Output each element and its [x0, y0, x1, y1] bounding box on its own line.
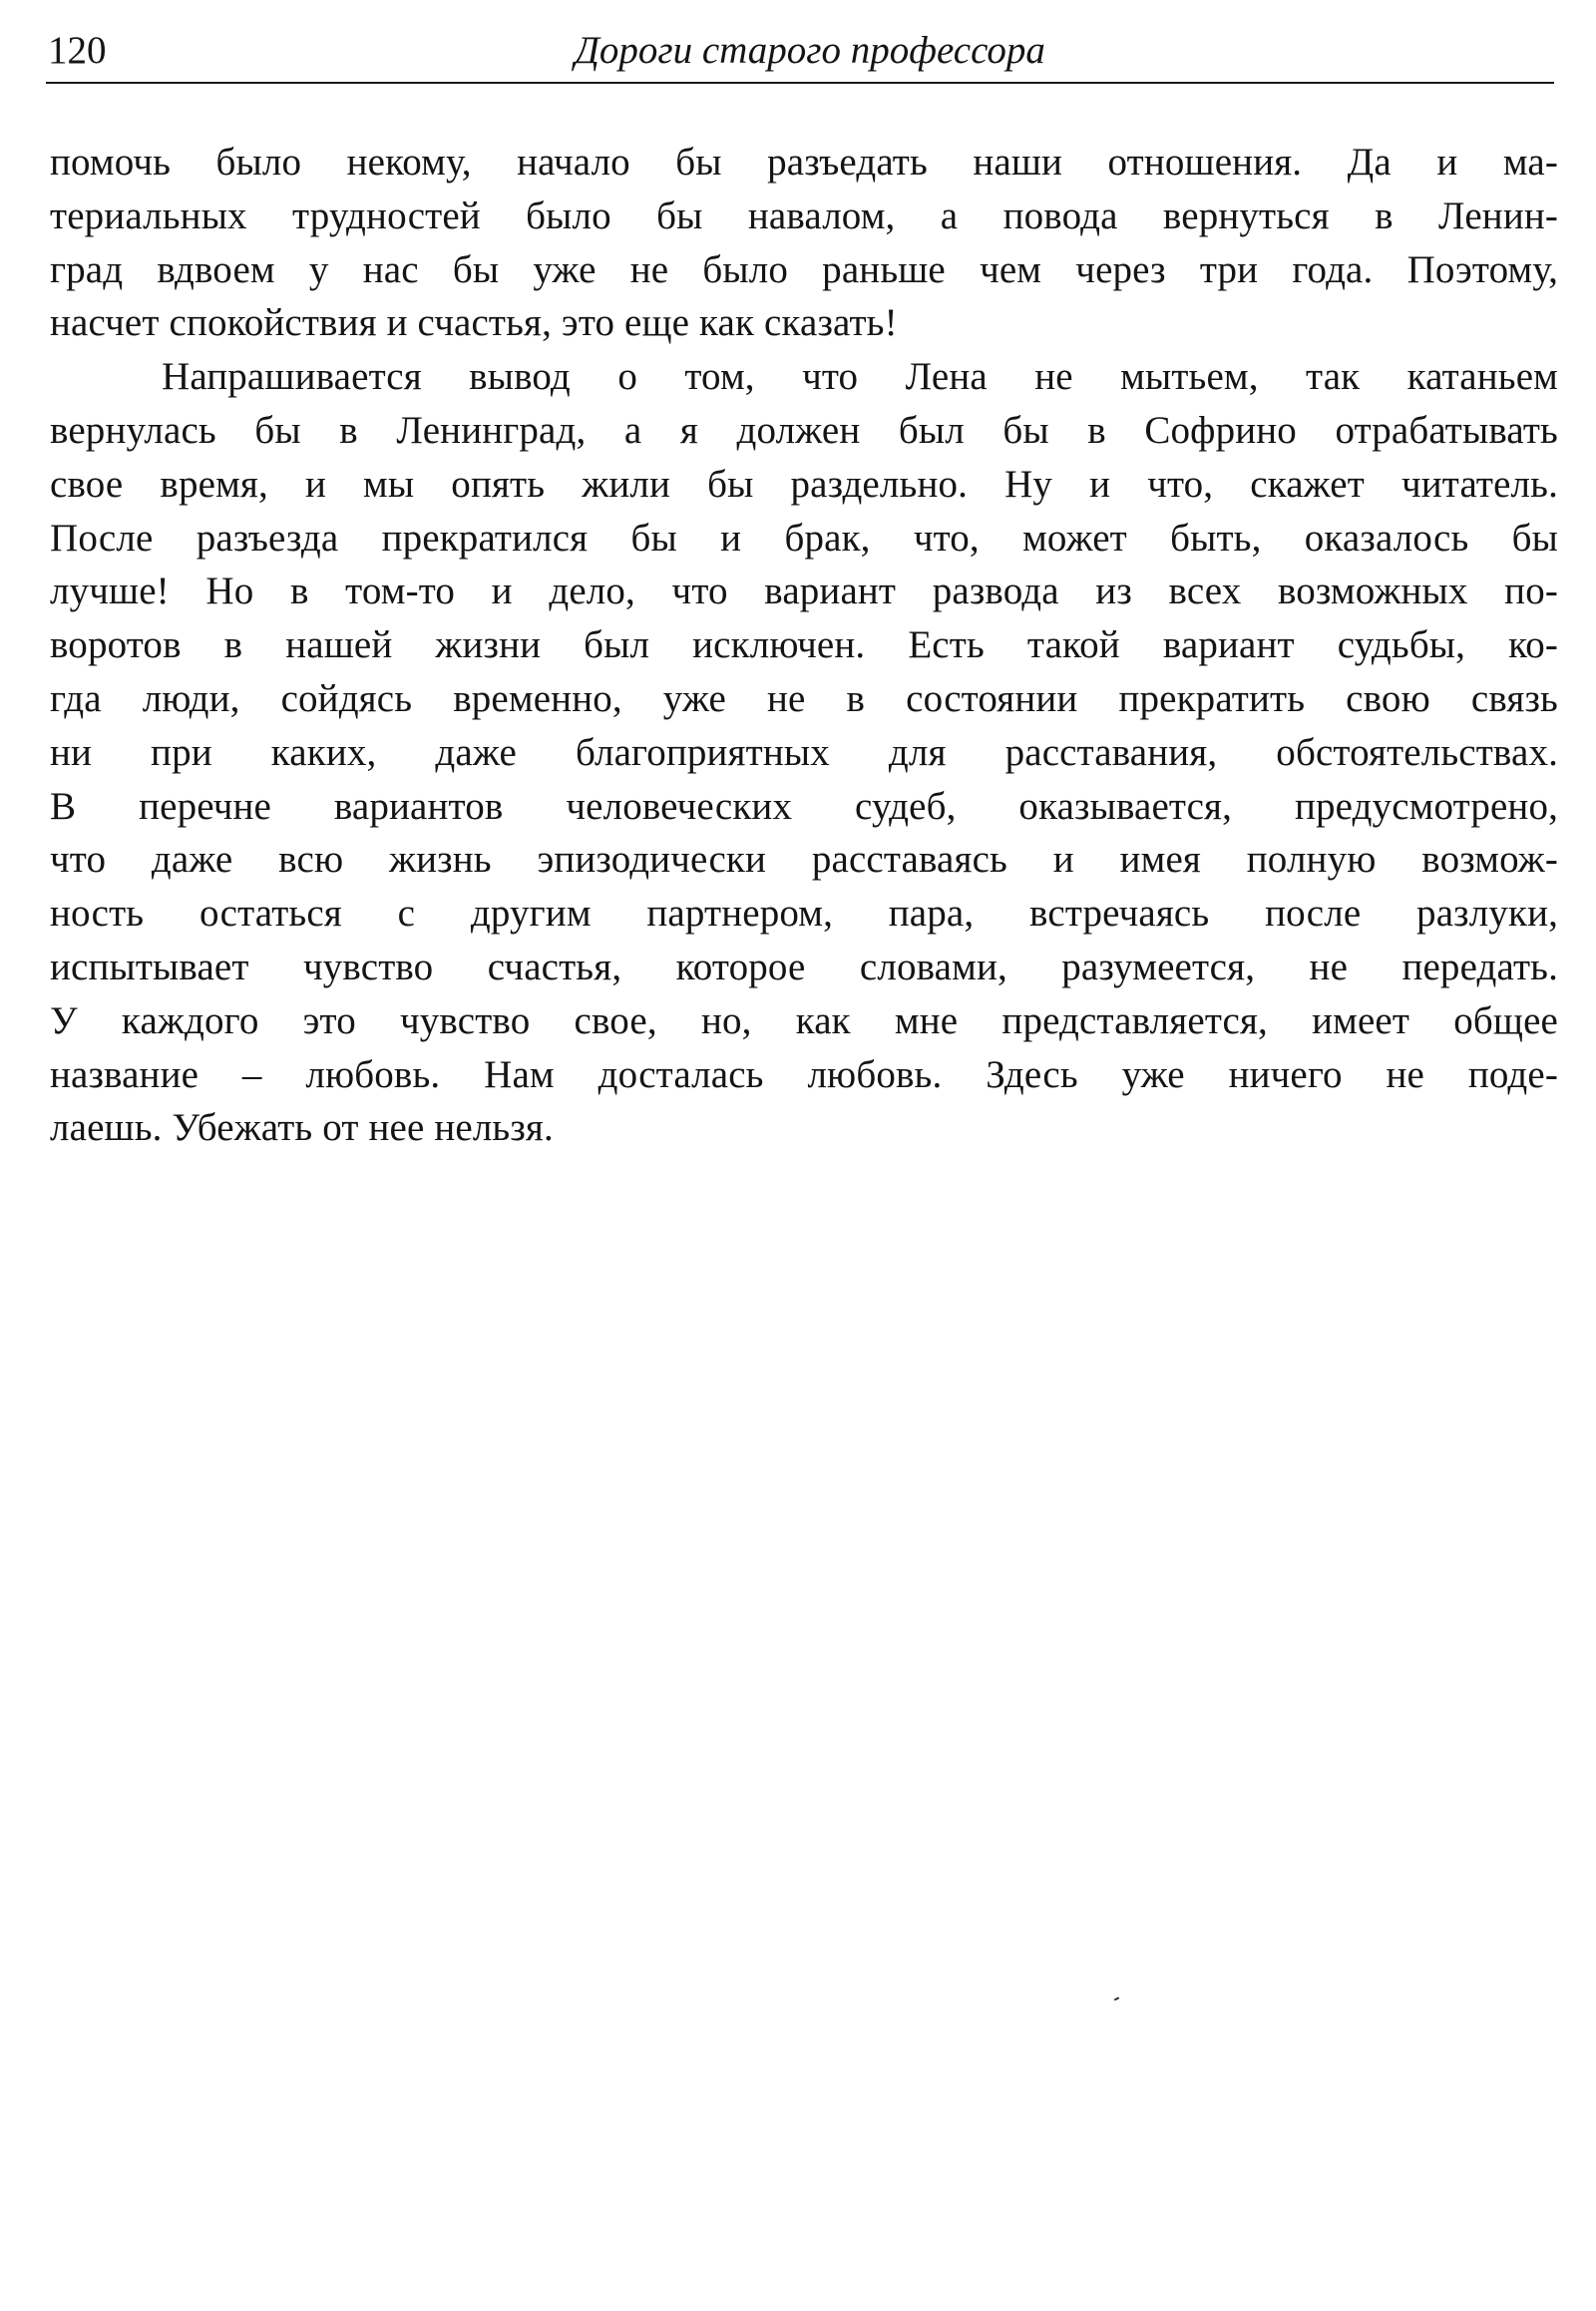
scan-speck	[1114, 1997, 1119, 2001]
text-line: териальных трудностей было бы навалом, а повода вернуться в Ленин-	[50, 193, 1558, 237]
text-line: Напрашивается вывод о том, что Лена не мытьем, так катаньем	[162, 355, 1558, 399]
text-line: После разъезда прекратился бы и брак, что, может быть, оказалось бы	[50, 516, 1558, 560]
text-line: град вдвоем у нас бы уже не было раньше чем через три года. Поэтому,	[50, 247, 1558, 291]
text-line: лучше! Но в том-то и дело, что вариант развода из всех возможных по-	[50, 570, 1558, 613]
text-line: ность остаться с другим партнером, пара, встречаясь после разлуки,	[50, 892, 1558, 936]
text-line: лаешь. Убежать от нее нельзя.	[50, 1106, 554, 1150]
body-text	[50, 136, 1558, 1155]
text-line: гда люди, сойдясь временно, уже не в состоянии прекратить свою связь	[50, 676, 1558, 720]
paragraph-2	[50, 350, 1558, 1155]
running-title: Дороги старого профессора	[575, 29, 1045, 72]
header-rule	[46, 82, 1554, 84]
text-line: вернулась бы в Ленинград, а я должен был бы в Софрино отрабатывать	[50, 408, 1558, 452]
text-line: ни при каких, даже благоприятных для расставания, обстоятельствах.	[50, 730, 1558, 774]
text-line: испытывает чувство счастья, которое словами, разумеется, не передать.	[50, 945, 1558, 988]
page-number: 120	[48, 29, 107, 72]
text-line: помочь было некому, начало бы разъедать наши отношения. Да и ма-	[50, 141, 1558, 184]
text-line: что даже всю жизнь эпизодически расставаясь и имея полную возмож-	[50, 838, 1558, 882]
text-line: свое время, и мы опять жили бы раздельно. Ну и что, скажет читатель.	[50, 462, 1558, 506]
paragraph-1	[50, 136, 1558, 350]
text-line: насчет спокойствия и счастья, это еще как сказать!	[50, 301, 898, 345]
text-line: В перечне вариантов человеческих судеб, оказывается, предусмотрено,	[50, 784, 1558, 828]
text-line: У каждого это чувство свое, но, как мне представляется, имеет общее	[50, 998, 1558, 1042]
running-header	[46, 20, 1554, 86]
text-line: воротов в нашей жизни был исключен. Есть такой вариант судьбы, ко-	[50, 623, 1558, 667]
text-line: название – любовь. Нам досталась любовь. Здесь уже ничего не поде-	[50, 1052, 1558, 1096]
